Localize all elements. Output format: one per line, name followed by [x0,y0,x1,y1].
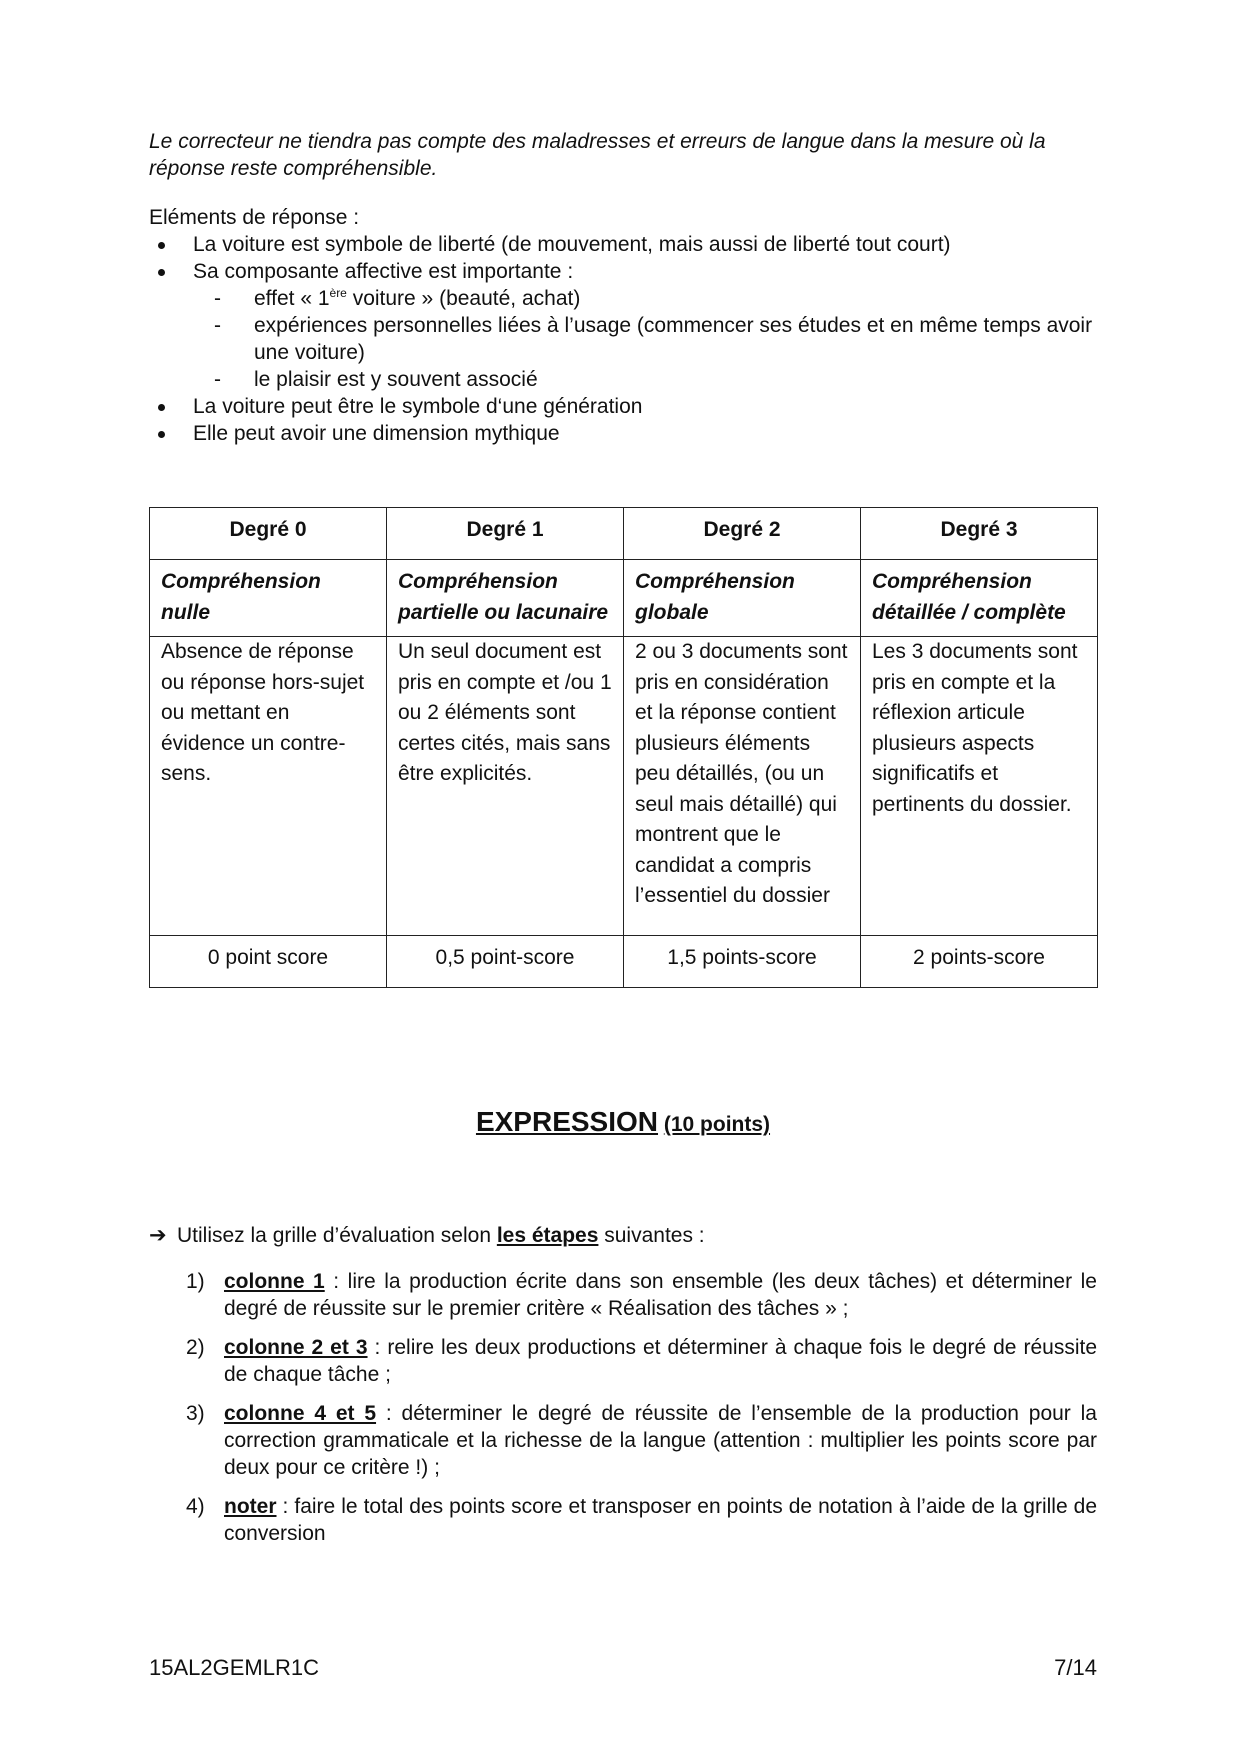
list-item: 4) noter : faire le total des points score et transposer en points de notation à l’aide de la grille de conversion [186,1495,1097,1545]
table-cell: Compréhension détaillée / complète [861,560,1098,637]
list-item: - effet « 1ère voiture » (beauté, achat) [214,286,581,310]
table-cell: 2 ou 3 documents sont pris en considération et la réponse contient plusieurs éléments peu détaillés, (ou un seul mais détaillé) qui montrent que le candidat a compris l’essentiel du dossier [624,637,861,936]
table-cell: Compréhension nulle [150,560,387,637]
section-title [149,1108,1097,1138]
answer-elements-list [149,231,1097,447]
table-cell: Compréhension partielle ou lacunaire [387,560,624,637]
table-cell: Absence de réponse ou réponse hors-sujet ou mettant en évidence un contre-sens. [150,637,387,936]
affective-sublist [149,285,1097,393]
bullet-icon [158,242,165,249]
list-item: - le plaisir est y souvent associé [214,368,538,391]
table-header-cell: Degré 2 [624,508,861,560]
table-cell: 0 point score [150,936,387,988]
table-row [150,637,1098,936]
table-row [150,560,1098,637]
page-body [149,128,1098,1545]
list-item: 1) colonne 1 : lire la production écrite dans son ensemble (les deux tâches) et déterminer le degré de réussite sur le premier critère « Réalisation des tâches » ; [186,1270,1097,1320]
list-item: 2) colonne 2 et 3 : relire les deux productions et déterminer à chaque fois le degré de réussite de chaque tâche ; [186,1336,1098,1386]
table-cell: Compréhension globale [624,560,861,637]
list-item: La voiture est symbole de liberté (de mouvement, mais aussi de liberté tout court) [149,231,1097,258]
arrow-right-icon: ➔ [149,1224,167,1247]
expression-points: (10 points) [663,1113,771,1136]
expression-heading: EXPRESSION [475,1106,659,1137]
bullet-icon [158,431,165,438]
corrector-note: Le correcteur ne tiendra pas compte des maladresses et erreurs de langue dans la mesure où la réponse reste compréhensible. [149,130,1046,180]
table-row [150,936,1098,988]
table-header-row [150,508,1098,560]
table-cell: 0,5 point-score [387,936,624,988]
bullet-icon [158,269,165,276]
footer-code: 15AL2GEMLR1C [149,1655,319,1680]
steps-list [149,1268,1097,1559]
elements-title: Eléments de réponse : [149,206,360,229]
list-item: 3) colonne 4 et 5 : déterminer le degré de réussite de l’ensemble de la production pour la correction grammaticale et la richesse de la langue (attention : multiplier les points score par deux pour ce critère !) ; [186,1402,1097,1479]
bullet-icon [158,404,165,411]
table-header-cell: Degré 1 [387,508,624,560]
table-cell: 2 points-score [861,936,1098,988]
table-header-cell: Degré 3 [861,508,1098,560]
list-item: La voiture peut être le symbole d‘une génération [149,393,1097,420]
table-cell: Les 3 documents sont pris en compte et la réflexion articule plusieurs aspects significatifs et pertinents du dossier. [861,637,1098,936]
table-header-cell: Degré 0 [150,508,387,560]
instruction-line: ➔ Utilisez la grille d’évaluation selon les étapes suivantes : [149,1224,705,1247]
table-cell: 1,5 points-score [624,936,861,988]
table-cell: Un seul document est pris en compte et /ou 1 ou 2 éléments sont certes cités, mais sans être explicités. [387,637,624,936]
page-number: 7/14 [1054,1655,1097,1680]
comprehension-grid-table [149,507,1098,988]
list-item: Elle peut avoir une dimension mythique [149,420,1097,447]
list-item: - expériences personnelles liées à l’usage (commencer ses études et en même temps avoir une voiture) [214,314,1093,364]
list-item: Sa composante affective est importante : - effet « 1ère voiture » (beauté, achat) - expériences personnelles liées à l’usage (commencer ses études et en même temps avoir une voiture) - le plaisir est y souvent associé [149,258,1097,393]
